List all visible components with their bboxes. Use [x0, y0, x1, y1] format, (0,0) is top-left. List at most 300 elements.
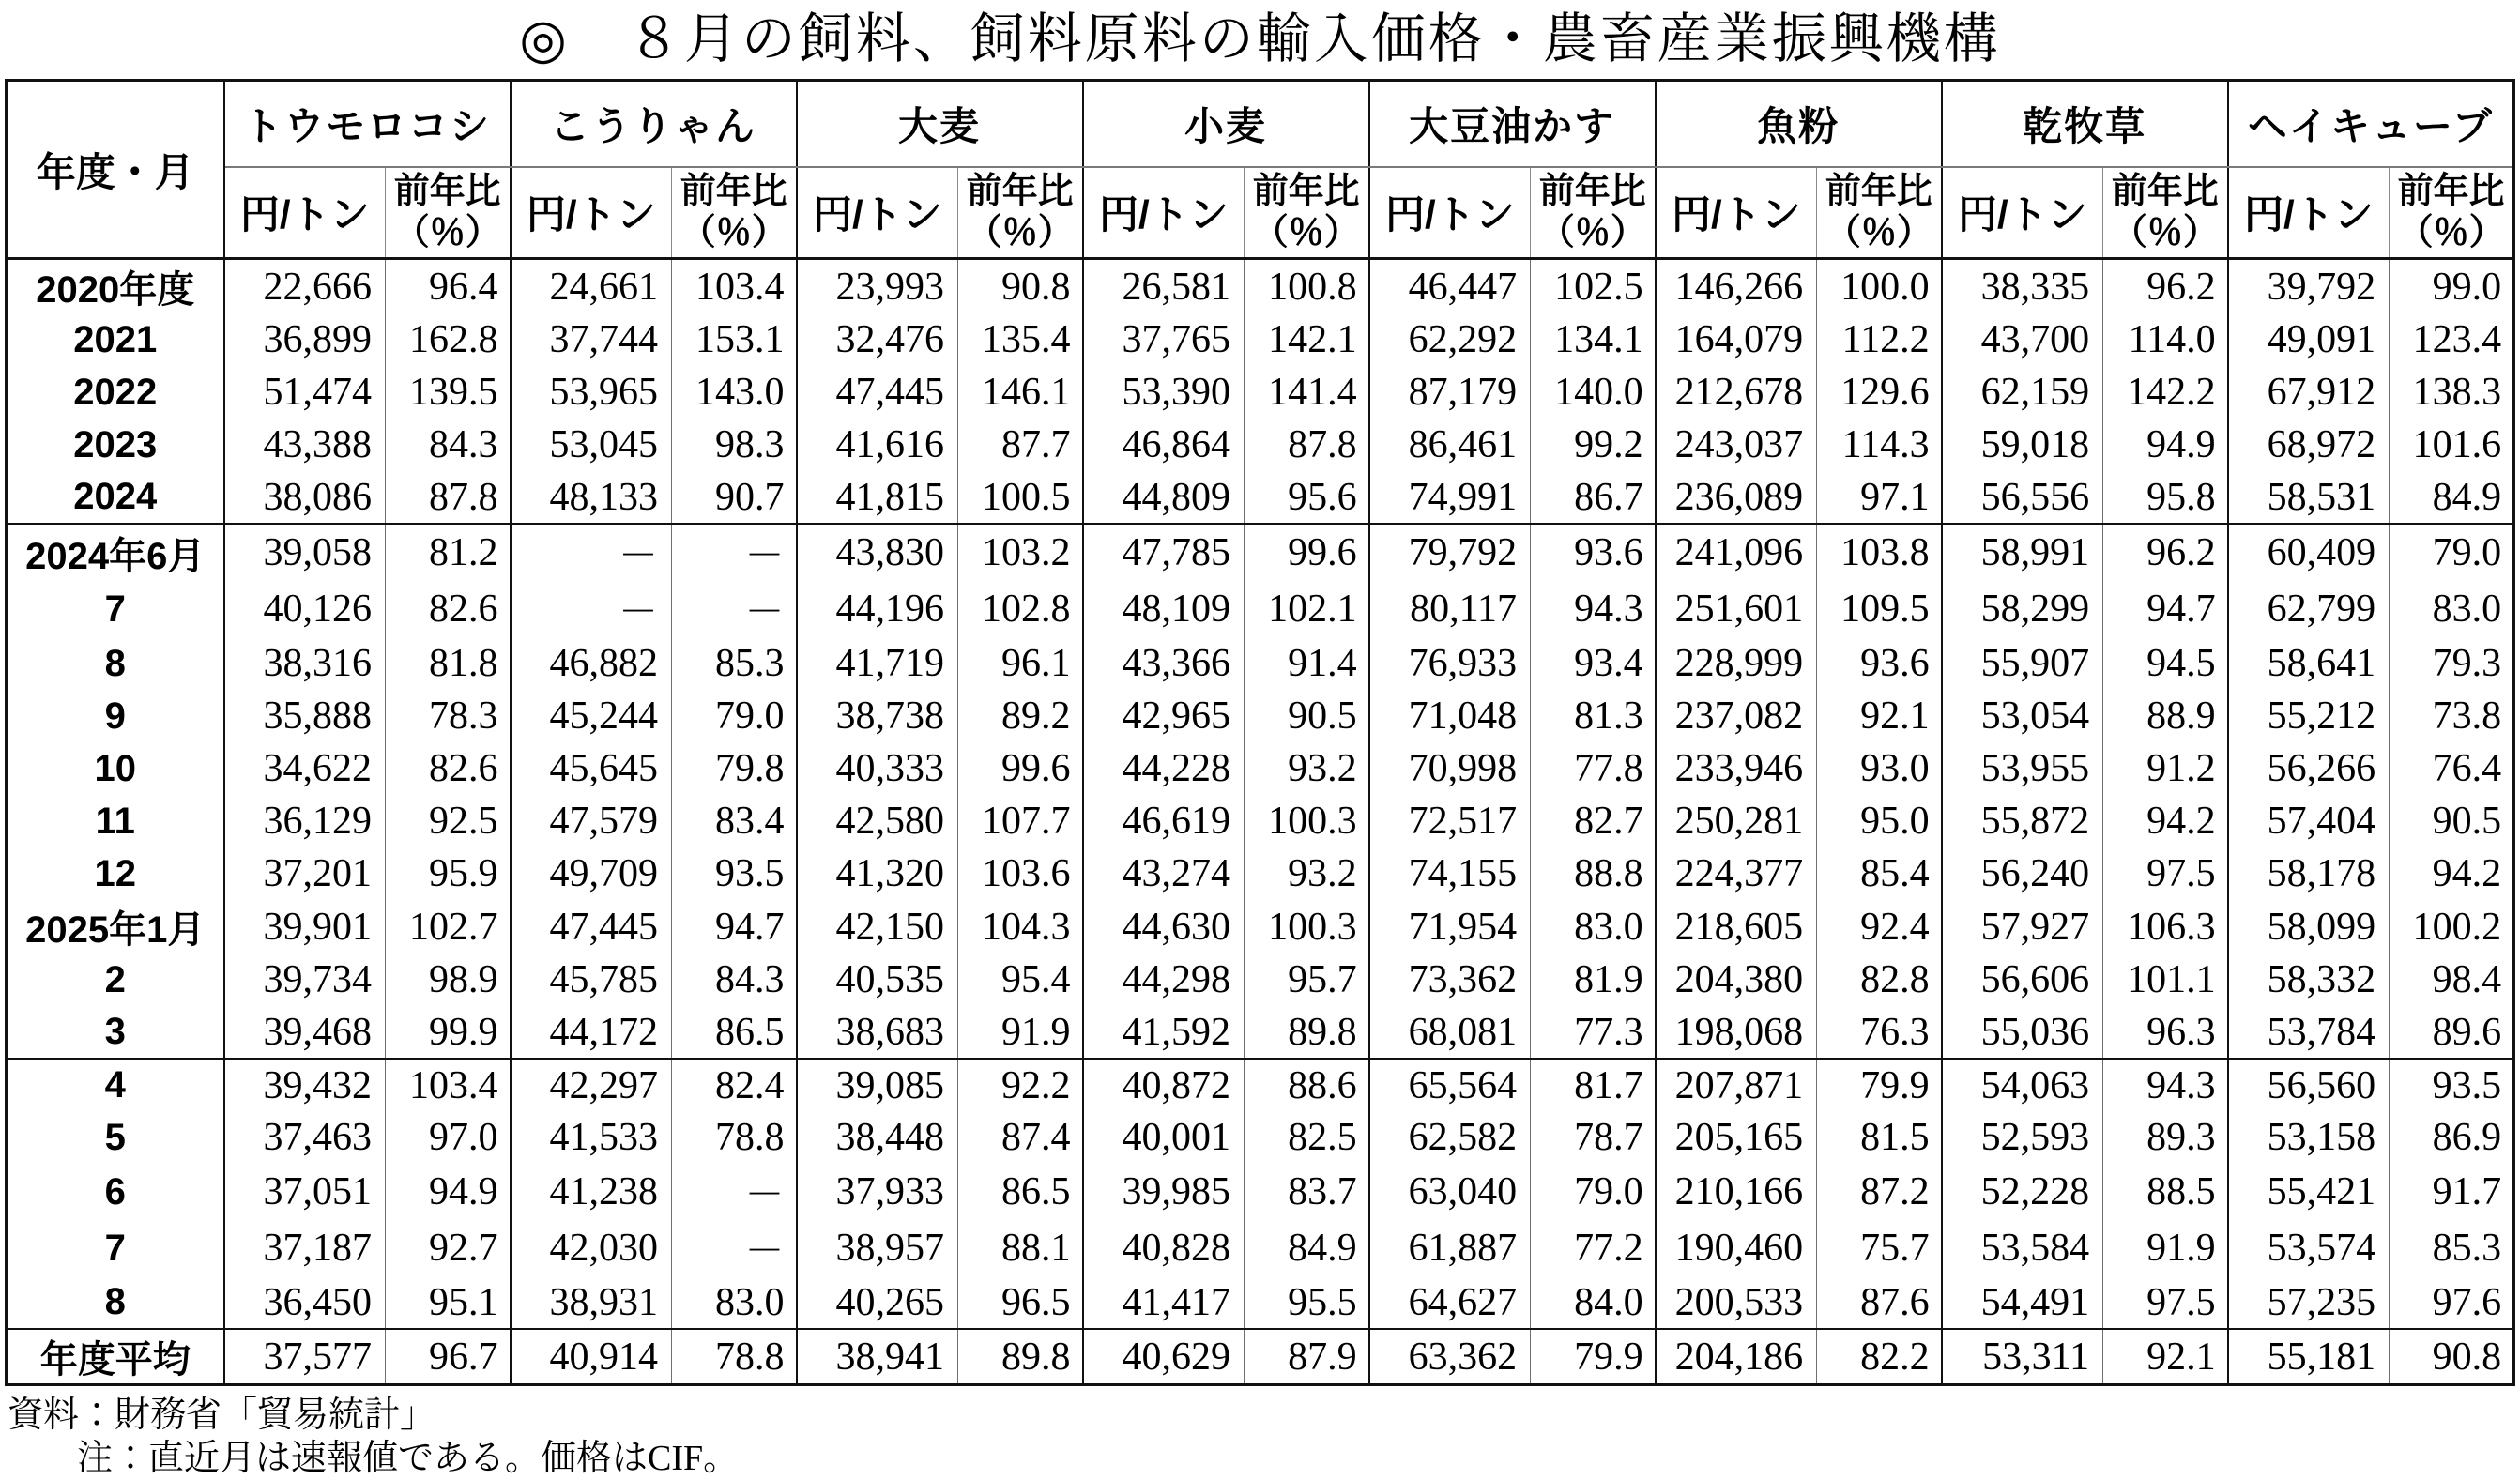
- price-cell: 56,556: [1942, 471, 2103, 524]
- price-cell: 52,593: [1942, 1111, 2103, 1164]
- ratio-cell: 100.2: [2390, 900, 2514, 954]
- price-cell: 55,212: [2228, 690, 2390, 742]
- ratio-cell: 93.6: [1531, 524, 1656, 581]
- ratio-cell: 96.2: [2103, 259, 2228, 314]
- price-cell: 39,432: [224, 1059, 386, 1111]
- ratio-cell: 102.5: [1531, 259, 1656, 314]
- ratio-cell: 82.4: [672, 1059, 797, 1111]
- ratio-cell: 79.9: [1817, 1059, 1942, 1111]
- ratio-cell: 112.2: [1817, 313, 1942, 366]
- ratio-cell: 96.3: [2103, 1006, 2228, 1059]
- price-cell: 46,882: [511, 637, 672, 690]
- price-cell: 36,450: [224, 1276, 386, 1329]
- price-cell: 37,187: [224, 1220, 386, 1276]
- price-cell: 200,533: [1656, 1276, 1817, 1329]
- price-cell: 164,079: [1656, 313, 1817, 366]
- price-cell: 22,666: [224, 259, 386, 314]
- price-cell: 44,172: [511, 1006, 672, 1059]
- price-cell: 62,582: [1369, 1111, 1531, 1164]
- unit-header: 円/トン: [1656, 167, 1817, 259]
- ratio-cell: 88.6: [1245, 1059, 1369, 1111]
- ratio-cell: 97.5: [2103, 1276, 2228, 1329]
- ratio-cell: 98.4: [2390, 954, 2514, 1006]
- table-row: [7, 954, 2514, 1006]
- price-cell: 64,627: [1369, 1276, 1531, 1329]
- table-row: [7, 471, 2514, 524]
- year-month-cell: 2024: [7, 471, 224, 524]
- ratio-cell: 97.6: [2390, 1276, 2514, 1329]
- price-cell: 48,109: [1083, 581, 1245, 637]
- price-cell: 41,417: [1083, 1276, 1245, 1329]
- ratio-cell: 94.3: [1531, 581, 1656, 637]
- year-month-cell: 2020年度: [7, 259, 224, 314]
- ratio-cell: 103.4: [672, 259, 797, 314]
- price-cell: 236,089: [1656, 471, 1817, 524]
- price-cell: 237,082: [1656, 690, 1817, 742]
- ratio-cell: 78.3: [386, 690, 511, 742]
- ratio-cell: 92.4: [1817, 900, 1942, 954]
- price-cell: 38,086: [224, 471, 386, 524]
- ratio-cell: 88.1: [958, 1220, 1083, 1276]
- ratio-cell: 89.6: [2390, 1006, 2514, 1059]
- ratio-cell: 99.0: [2390, 259, 2514, 314]
- price-cell: 53,584: [1942, 1220, 2103, 1276]
- ratio-cell: 93.2: [1245, 742, 1369, 795]
- ratio-cell: 96.1: [958, 637, 1083, 690]
- ratio-cell: 96.7: [386, 1329, 511, 1385]
- price-cell: 40,828: [1083, 1220, 1245, 1276]
- ratio-cell: 81.3: [1531, 690, 1656, 742]
- ratio-cell: 76.3: [1817, 1006, 1942, 1059]
- ratio-cell: －: [672, 524, 797, 581]
- ratio-cell: 90.5: [1245, 690, 1369, 742]
- price-cell: 45,785: [511, 954, 672, 1006]
- ratio-cell: 85.3: [2390, 1220, 2514, 1276]
- price-cell: 62,799: [2228, 581, 2390, 637]
- price-cell: 40,001: [1083, 1111, 1245, 1164]
- ratio-cell: 91.2: [2103, 742, 2228, 795]
- unit-header: 円/トン: [1083, 167, 1245, 259]
- ratio-cell: 87.8: [1245, 419, 1369, 471]
- price-cell: 44,228: [1083, 742, 1245, 795]
- price-cell: 43,830: [797, 524, 958, 581]
- price-cell: 71,048: [1369, 690, 1531, 742]
- ratio-cell: 79.0: [672, 690, 797, 742]
- price-cell: 47,785: [1083, 524, 1245, 581]
- price-cell: 53,045: [511, 419, 672, 471]
- price-cell: 71,954: [1369, 900, 1531, 954]
- ratio-header: 前年比 （％）: [2103, 167, 2228, 259]
- ratio-cell: 95.5: [1245, 1276, 1369, 1329]
- year-month-cell: 2023: [7, 419, 224, 471]
- ratio-cell: 94.9: [2103, 419, 2228, 471]
- ratio-cell: 100.8: [1245, 259, 1369, 314]
- ratio-cell: 88.5: [2103, 1164, 2228, 1220]
- price-cell: 37,744: [511, 313, 672, 366]
- ratio-cell: 82.6: [386, 581, 511, 637]
- price-cell: 44,809: [1083, 471, 1245, 524]
- price-cell: 42,297: [511, 1059, 672, 1111]
- table-row: [7, 419, 2514, 471]
- price-cell: 37,051: [224, 1164, 386, 1220]
- ratio-cell: 93.6: [1817, 637, 1942, 690]
- ratio-cell: 83.4: [672, 795, 797, 847]
- price-cell: 24,661: [511, 259, 672, 314]
- year-month-cell: 4: [7, 1059, 224, 1111]
- ratio-cell: 90.8: [2390, 1329, 2514, 1385]
- price-cell: 45,244: [511, 690, 672, 742]
- year-month-cell: 2025年1月: [7, 900, 224, 954]
- ratio-cell: 92.2: [958, 1059, 1083, 1111]
- price-cell: 198,068: [1656, 1006, 1817, 1059]
- ratio-cell: 141.4: [1245, 366, 1369, 419]
- ratio-cell: 97.1: [1817, 471, 1942, 524]
- ratio-cell: 94.9: [386, 1164, 511, 1220]
- ratio-cell: 79.8: [672, 742, 797, 795]
- ratio-cell: 143.0: [672, 366, 797, 419]
- ratio-cell: 78.7: [1531, 1111, 1656, 1164]
- ratio-cell: 81.2: [386, 524, 511, 581]
- table-row: [7, 690, 2514, 742]
- price-cell: 58,991: [1942, 524, 2103, 581]
- table-row: [7, 1059, 2514, 1111]
- year-month-cell: 2021: [7, 313, 224, 366]
- ratio-cell: 81.5: [1817, 1111, 1942, 1164]
- ratio-cell: 79.3: [2390, 637, 2514, 690]
- ratio-cell: 93.5: [2390, 1059, 2514, 1111]
- price-cell: 57,235: [2228, 1276, 2390, 1329]
- ratio-cell: 88.9: [2103, 690, 2228, 742]
- ratio-cell: 85.3: [672, 637, 797, 690]
- commodity-header-1: トウモロコシ: [224, 81, 511, 167]
- ratio-cell: 102.7: [386, 900, 511, 954]
- price-cell: 56,606: [1942, 954, 2103, 1006]
- ratio-cell: 83.0: [1531, 900, 1656, 954]
- price-cell: 39,734: [224, 954, 386, 1006]
- price-cell: 40,126: [224, 581, 386, 637]
- price-cell: 205,165: [1656, 1111, 1817, 1164]
- price-cell: 40,333: [797, 742, 958, 795]
- ratio-cell: 84.9: [1245, 1220, 1369, 1276]
- ratio-cell: 92.5: [386, 795, 511, 847]
- ratio-cell: 91.9: [958, 1006, 1083, 1059]
- ratio-cell: 87.4: [958, 1111, 1083, 1164]
- price-cell: 53,054: [1942, 690, 2103, 742]
- price-cell: 38,957: [797, 1220, 958, 1276]
- ratio-cell: 83.0: [2390, 581, 2514, 637]
- price-cell: 68,081: [1369, 1006, 1531, 1059]
- ratio-cell: 96.2: [2103, 524, 2228, 581]
- year-month-cell: 8: [7, 1276, 224, 1329]
- ratio-cell: 146.1: [958, 366, 1083, 419]
- price-cell: 46,619: [1083, 795, 1245, 847]
- price-cell: 37,933: [797, 1164, 958, 1220]
- price-cell: 207,871: [1656, 1059, 1817, 1111]
- price-cell: 251,601: [1656, 581, 1817, 637]
- ratio-cell: 77.3: [1531, 1006, 1656, 1059]
- ratio-cell: 97.0: [386, 1111, 511, 1164]
- price-cell: 43,388: [224, 419, 386, 471]
- year-month-column-header: 年度・月: [7, 81, 224, 259]
- ratio-cell: 101.1: [2103, 954, 2228, 1006]
- commodity-header-6: 魚粉: [1656, 81, 1942, 167]
- price-cell: 61,887: [1369, 1220, 1531, 1276]
- price-cell: 47,445: [797, 366, 958, 419]
- ratio-cell: 162.8: [386, 313, 511, 366]
- ratio-cell: 82.8: [1817, 954, 1942, 1006]
- price-cell: 32,476: [797, 313, 958, 366]
- year-month-cell: 7: [7, 581, 224, 637]
- ratio-cell: 87.2: [1817, 1164, 1942, 1220]
- table-row: [7, 1006, 2514, 1059]
- price-cell: 39,468: [224, 1006, 386, 1059]
- ratio-cell: 77.2: [1531, 1220, 1656, 1276]
- ratio-cell: 78.8: [672, 1111, 797, 1164]
- ratio-cell: 153.1: [672, 313, 797, 366]
- ratio-cell: 81.7: [1531, 1059, 1656, 1111]
- ratio-cell: 99.2: [1531, 419, 1656, 471]
- price-cell: 68,972: [2228, 419, 2390, 471]
- ratio-cell: －: [672, 1220, 797, 1276]
- price-cell: 35,888: [224, 690, 386, 742]
- price-cell: 53,574: [2228, 1220, 2390, 1276]
- ratio-cell: 77.8: [1531, 742, 1656, 795]
- section-monthly-fy2025: [7, 1059, 2514, 1329]
- price-cell: 204,186: [1656, 1329, 1817, 1385]
- price-cell: 38,941: [797, 1329, 958, 1385]
- ratio-header: 前年比 （％）: [1817, 167, 1942, 259]
- ratio-cell: 95.9: [386, 847, 511, 900]
- price-cell: 51,474: [224, 366, 386, 419]
- unit-header: 円/トン: [2228, 167, 2390, 259]
- price-cell: 62,292: [1369, 313, 1531, 366]
- price-cell: 45,645: [511, 742, 672, 795]
- price-cell: 55,421: [2228, 1164, 2390, 1220]
- ratio-cell: 86.5: [672, 1006, 797, 1059]
- commodity-header-4: 小麦: [1083, 81, 1369, 167]
- price-cell: 52,228: [1942, 1164, 2103, 1220]
- ratio-cell: 94.3: [2103, 1059, 2228, 1111]
- price-cell: 38,738: [797, 690, 958, 742]
- price-cell: 39,058: [224, 524, 386, 581]
- ratio-cell: 100.3: [1245, 900, 1369, 954]
- price-cell: 59,018: [1942, 419, 2103, 471]
- commodity-header-8: ヘイキューブ: [2228, 81, 2514, 167]
- ratio-cell: 93.4: [1531, 637, 1656, 690]
- year-month-cell: 3: [7, 1006, 224, 1059]
- price-cell: 44,298: [1083, 954, 1245, 1006]
- price-cell: 41,719: [797, 637, 958, 690]
- table-row: [7, 313, 2514, 366]
- ratio-cell: 94.2: [2103, 795, 2228, 847]
- price-cell: 58,332: [2228, 954, 2390, 1006]
- ratio-cell: 93.0: [1817, 742, 1942, 795]
- ratio-cell: 83.0: [672, 1276, 797, 1329]
- ratio-cell: 93.5: [672, 847, 797, 900]
- ratio-cell: 84.3: [672, 954, 797, 1006]
- price-cell: 46,864: [1083, 419, 1245, 471]
- commodity-header-7: 乾牧草: [1942, 81, 2228, 167]
- ratio-cell: 95.0: [1817, 795, 1942, 847]
- ratio-cell: 99.9: [386, 1006, 511, 1059]
- table-row: [7, 847, 2514, 900]
- ratio-header: 前年比 （％）: [1245, 167, 1369, 259]
- price-cell: 49,091: [2228, 313, 2390, 366]
- ratio-cell: 85.4: [1817, 847, 1942, 900]
- price-cell: 41,238: [511, 1164, 672, 1220]
- ratio-cell: 87.6: [1817, 1276, 1942, 1329]
- ratio-cell: 109.5: [1817, 581, 1942, 637]
- ratio-cell: 90.8: [958, 259, 1083, 314]
- price-cell: 38,335: [1942, 259, 2103, 314]
- price-cell: 37,765: [1083, 313, 1245, 366]
- ratio-cell: 95.8: [2103, 471, 2228, 524]
- year-month-cell: 2024年6月: [7, 524, 224, 581]
- price-cell: 55,036: [1942, 1006, 2103, 1059]
- ratio-cell: 123.4: [2390, 313, 2514, 366]
- ratio-header: 前年比 （％）: [958, 167, 1083, 259]
- unit-header: 円/トン: [797, 167, 958, 259]
- price-cell: 70,998: [1369, 742, 1531, 795]
- price-cell: 218,605: [1656, 900, 1817, 954]
- year-month-cell: 9: [7, 690, 224, 742]
- table-row: [7, 795, 2514, 847]
- price-cell: 44,196: [797, 581, 958, 637]
- ratio-cell: 138.3: [2390, 366, 2514, 419]
- price-cell: 37,201: [224, 847, 386, 900]
- section-annual: [7, 259, 2514, 525]
- remark-note: 注：直近月は速報値である。価格はCIF。: [77, 1439, 740, 1478]
- price-cell: 40,265: [797, 1276, 958, 1329]
- ratio-header: 前年比 （％）: [672, 167, 797, 259]
- price-cell: 38,316: [224, 637, 386, 690]
- price-cell: 36,129: [224, 795, 386, 847]
- price-cell: 42,580: [797, 795, 958, 847]
- unit-header: 円/トン: [511, 167, 672, 259]
- price-cell: 39,985: [1083, 1164, 1245, 1220]
- price-cell: 63,040: [1369, 1164, 1531, 1220]
- year-month-cell: 年度平均: [7, 1329, 224, 1385]
- ratio-cell: 83.7: [1245, 1164, 1369, 1220]
- ratio-cell: 76.4: [2390, 742, 2514, 795]
- price-cell: 56,266: [2228, 742, 2390, 795]
- price-cell: 47,579: [511, 795, 672, 847]
- price-cell: 224,377: [1656, 847, 1817, 900]
- ratio-cell: 94.7: [672, 900, 797, 954]
- ratio-cell: 89.8: [1245, 1006, 1369, 1059]
- table-row: [7, 259, 2514, 314]
- price-cell: 86,461: [1369, 419, 1531, 471]
- commodity-header-5: 大豆油かす: [1369, 81, 1656, 167]
- price-cell: －: [511, 524, 672, 581]
- ratio-cell: 82.7: [1531, 795, 1656, 847]
- table-row: [7, 1276, 2514, 1329]
- ratio-cell: 104.3: [958, 900, 1083, 954]
- unit-header: 円/トン: [1942, 167, 2103, 259]
- price-cell: 48,133: [511, 471, 672, 524]
- ratio-cell: 98.3: [672, 419, 797, 471]
- price-cell: 210,166: [1656, 1164, 1817, 1220]
- price-cell: 40,535: [797, 954, 958, 1006]
- price-cell: 53,784: [2228, 1006, 2390, 1059]
- section-monthly-fy2024: [7, 524, 2514, 1059]
- price-cell: 55,181: [2228, 1329, 2390, 1385]
- ratio-cell: 95.7: [1245, 954, 1369, 1006]
- price-cell: 43,366: [1083, 637, 1245, 690]
- ratio-cell: 79.9: [1531, 1329, 1656, 1385]
- table-row: [7, 1111, 2514, 1164]
- price-cell: 44,630: [1083, 900, 1245, 954]
- year-month-cell: 11: [7, 795, 224, 847]
- ratio-cell: 81.8: [386, 637, 511, 690]
- price-cell: 67,912: [2228, 366, 2390, 419]
- year-month-cell: 6: [7, 1164, 224, 1220]
- price-cell: 56,240: [1942, 847, 2103, 900]
- ratio-cell: 88.8: [1531, 847, 1656, 900]
- ratio-cell: 87.7: [958, 419, 1083, 471]
- ratio-cell: 100.3: [1245, 795, 1369, 847]
- price-cell: 26,581: [1083, 259, 1245, 314]
- price-cell: 58,178: [2228, 847, 2390, 900]
- price-cell: 38,931: [511, 1276, 672, 1329]
- table-row: [7, 366, 2514, 419]
- ratio-cell: 92.1: [1817, 690, 1942, 742]
- commodity-header-3: 大麦: [797, 81, 1083, 167]
- price-cell: 58,299: [1942, 581, 2103, 637]
- ratio-cell: 81.9: [1531, 954, 1656, 1006]
- price-cell: 54,491: [1942, 1276, 2103, 1329]
- ratio-cell: 89.8: [958, 1329, 1083, 1385]
- ratio-cell: 142.1: [1245, 313, 1369, 366]
- price-cell: 87,179: [1369, 366, 1531, 419]
- price-cell: 43,274: [1083, 847, 1245, 900]
- ratio-cell: 114.0: [2103, 313, 2228, 366]
- price-cell: 53,311: [1942, 1329, 2103, 1385]
- ratio-cell: 86.5: [958, 1164, 1083, 1220]
- price-cell: 40,629: [1083, 1329, 1245, 1385]
- ratio-cell: 87.9: [1245, 1329, 1369, 1385]
- price-cell: 36,899: [224, 313, 386, 366]
- ratio-cell: 84.9: [2390, 471, 2514, 524]
- ratio-cell: 91.4: [1245, 637, 1369, 690]
- ratio-cell: 94.5: [2103, 637, 2228, 690]
- price-cell: 34,622: [224, 742, 386, 795]
- price-cell: 57,927: [1942, 900, 2103, 954]
- price-cell: 73,362: [1369, 954, 1531, 1006]
- ratio-cell: 84.0: [1531, 1276, 1656, 1329]
- price-cell: 49,709: [511, 847, 672, 900]
- ratio-cell: 87.8: [386, 471, 511, 524]
- ratio-cell: 103.4: [386, 1059, 511, 1111]
- ratio-cell: 89.2: [958, 690, 1083, 742]
- price-cell: 42,150: [797, 900, 958, 954]
- source-note: 資料：財務省「貿易統計」: [8, 1396, 436, 1435]
- price-cell: 74,155: [1369, 847, 1531, 900]
- ratio-cell: 100.0: [1817, 259, 1942, 314]
- table-row: [7, 1164, 2514, 1220]
- price-cell: 146,266: [1656, 259, 1817, 314]
- price-cell: 241,096: [1656, 524, 1817, 581]
- price-cell: 80,117: [1369, 581, 1531, 637]
- ratio-cell: 134.1: [1531, 313, 1656, 366]
- table-row: [7, 581, 2514, 637]
- year-month-cell: 10: [7, 742, 224, 795]
- price-cell: 62,159: [1942, 366, 2103, 419]
- section-average: [7, 1329, 2514, 1385]
- ratio-cell: 91.9: [2103, 1220, 2228, 1276]
- ratio-cell: 129.6: [1817, 366, 1942, 419]
- price-cell: 46,447: [1369, 259, 1531, 314]
